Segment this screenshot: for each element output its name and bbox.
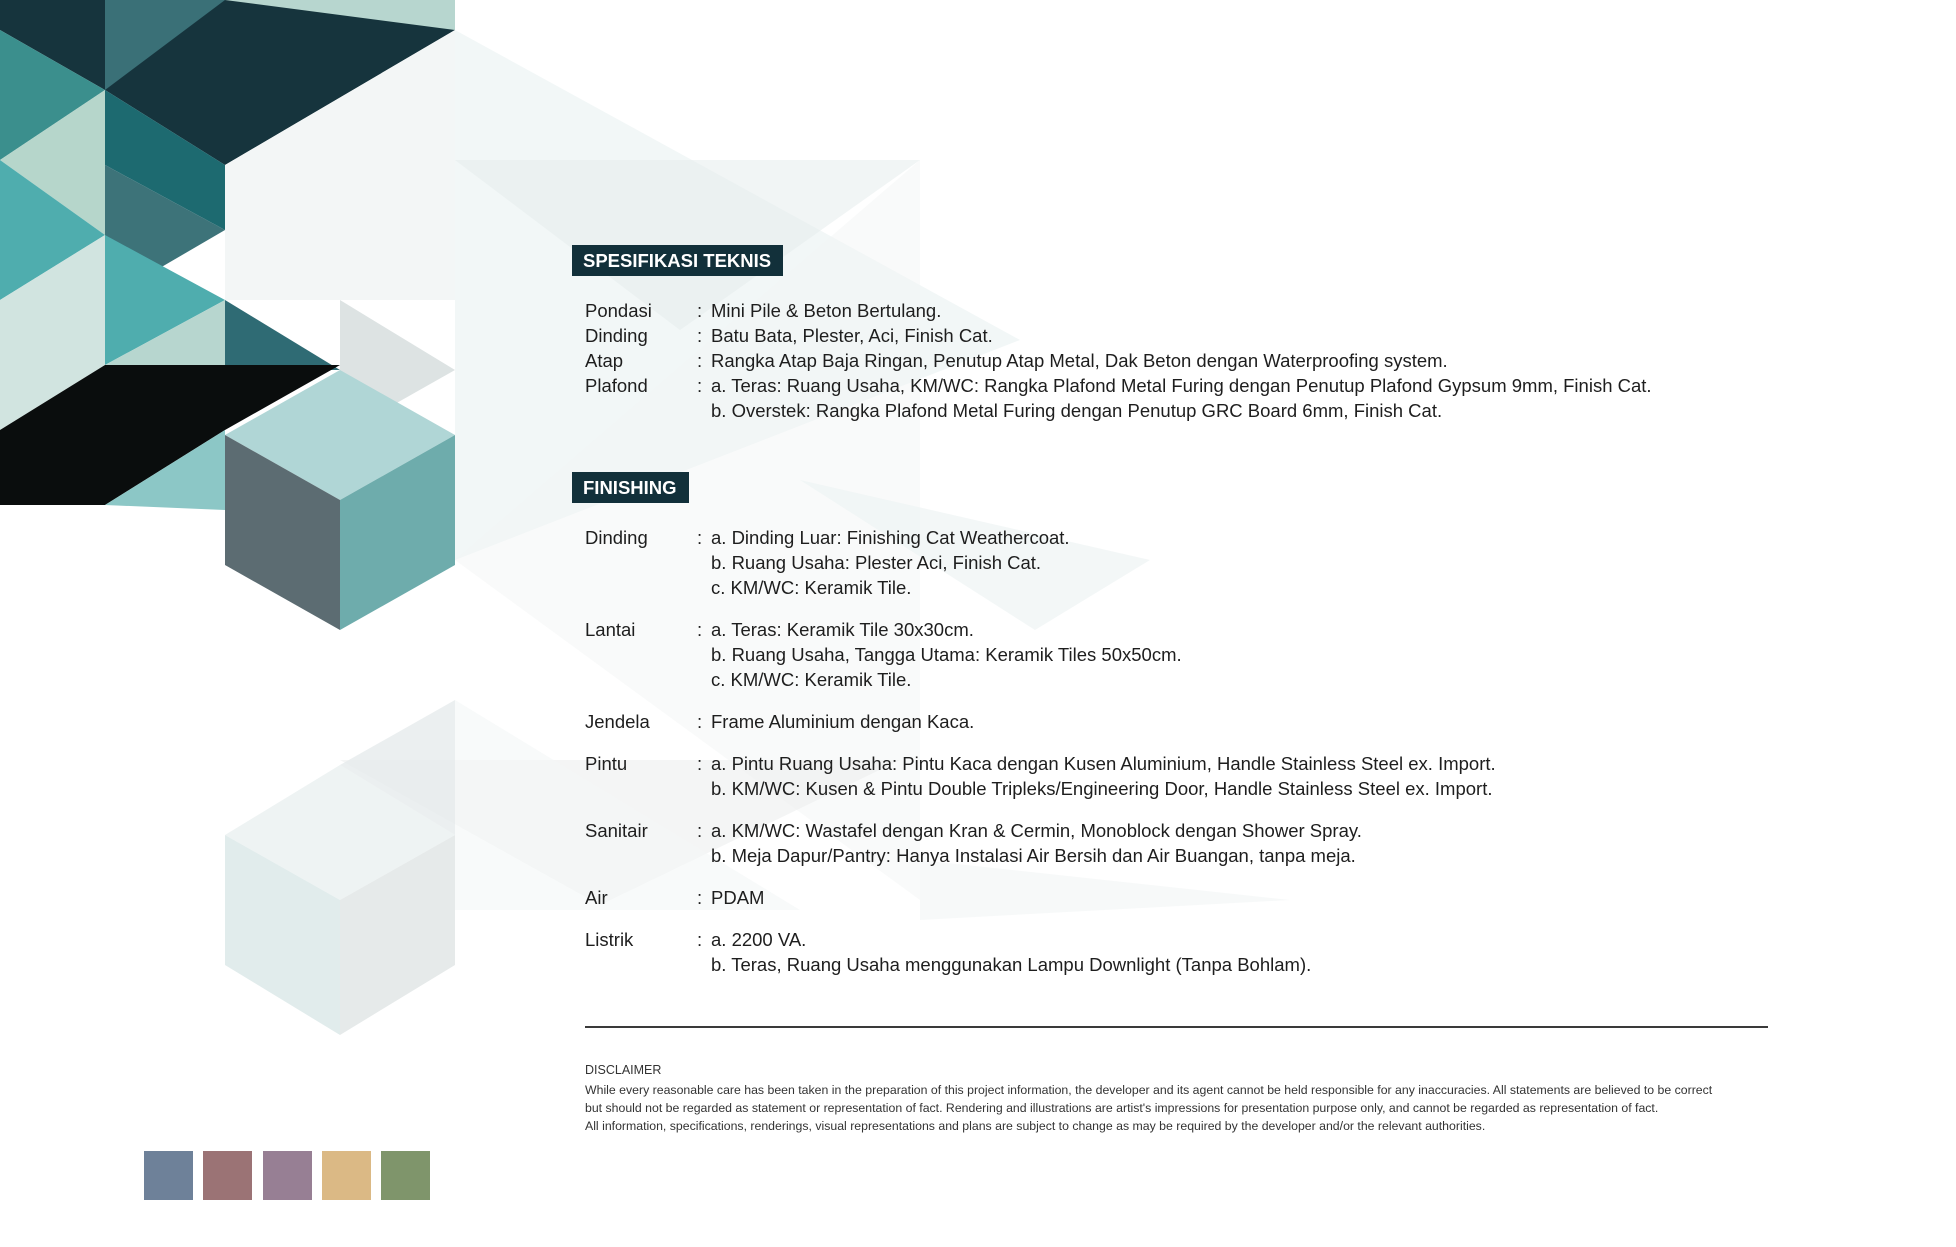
spec-label: Air bbox=[585, 887, 608, 908]
disclaimer-text: but should not be regarded as statement or representation of fact. Rendering and illustrations are artist's impressions for presentation purpose only, and cannot be regarded as representation of fact. bbox=[585, 1101, 1659, 1115]
spec-value: c. KM/WC: Keramik Tile. bbox=[711, 577, 912, 598]
spec-label: Jendela bbox=[585, 711, 650, 732]
disclaimer-text: All information, specifications, renderings, visual representations and plans are subject to change as may be required by the developer and/or the relevant authorities. bbox=[585, 1119, 1486, 1133]
finishing-heading: FINISHING bbox=[572, 472, 689, 503]
spec-value: a. Teras: Ruang Usaha, KM/WC: Rangka Plafond Metal Furing dengan Penutup Plafond Gypsum 9mm, Finish Cat. bbox=[711, 375, 1652, 396]
spec-value: a. Teras: Keramik Tile 30x30cm. bbox=[711, 619, 974, 640]
spec-colon: : bbox=[697, 753, 703, 774]
spec-value: Rangka Atap Baja Ringan, Penutup Atap Metal, Dak Beton dengan Waterproofing system. bbox=[711, 350, 1448, 371]
spec-label: Dinding bbox=[585, 527, 648, 548]
spec-colon: : bbox=[697, 820, 703, 841]
spec-value: Batu Bata, Plester, Aci, Finish Cat. bbox=[711, 325, 993, 346]
spec-colon: : bbox=[697, 375, 703, 396]
spec-value: a. 2200 VA. bbox=[711, 929, 807, 950]
color-swatch bbox=[203, 1151, 252, 1200]
spec-value: b. KM/WC: Kusen & Pintu Double Tripleks/Engineering Door, Handle Stainless Steel ex. Import. bbox=[711, 778, 1493, 799]
spec-value: a. KM/WC: Wastafel dengan Kran & Cermin, Monoblock dengan Shower Spray. bbox=[711, 820, 1362, 841]
spec-label: Plafond bbox=[585, 375, 648, 396]
spec-value: c. KM/WC: Keramik Tile. bbox=[711, 669, 912, 690]
color-swatch bbox=[322, 1151, 371, 1200]
spec-value: b. Overstek: Rangka Plafond Metal Furing dengan Penutup GRC Board 6mm, Finish Cat. bbox=[711, 400, 1443, 421]
spec-value: b. Meja Dapur/Pantry: Hanya Instalasi Air Bersih dan Air Buangan, tanpa meja. bbox=[711, 845, 1356, 866]
spec-value: PDAM bbox=[711, 887, 765, 908]
color-swatch bbox=[144, 1151, 193, 1200]
spec-colon: : bbox=[697, 711, 703, 732]
spec-colon: : bbox=[697, 887, 703, 908]
spec-value: b. Teras, Ruang Usaha menggunakan Lampu Downlight (Tanpa Bohlam). bbox=[711, 954, 1312, 975]
spec-label: Atap bbox=[585, 350, 624, 371]
disclaimer-text: While every reasonable care has been taken in the preparation of this project information, the developer and its agent cannot be held responsible for any inaccuracies. All statements are believed to be correct bbox=[585, 1083, 1713, 1097]
spesifikasi-teknis-heading: SPESIFIKASI TEKNIS bbox=[572, 245, 783, 276]
spec-label: Pondasi bbox=[585, 300, 652, 321]
spec-value: Mini Pile & Beton Bertulang. bbox=[711, 300, 942, 321]
spec-label: Lantai bbox=[585, 619, 636, 640]
disclaimer-title: DISCLAIMER bbox=[585, 1063, 662, 1077]
spec-value: Frame Aluminium dengan Kaca. bbox=[711, 711, 975, 732]
spec-colon: : bbox=[697, 929, 703, 950]
spec-colon: : bbox=[697, 619, 703, 640]
spec-colon: : bbox=[697, 325, 703, 346]
spec-label: Listrik bbox=[585, 929, 634, 950]
color-swatch bbox=[263, 1151, 312, 1200]
spec-colon: : bbox=[697, 350, 703, 371]
spec-label: Sanitair bbox=[585, 820, 648, 841]
spec-colon: : bbox=[697, 527, 703, 548]
color-swatch bbox=[381, 1151, 430, 1200]
spec-value: b. Ruang Usaha: Plester Aci, Finish Cat. bbox=[711, 552, 1042, 573]
spec-value: a. Dinding Luar: Finishing Cat Weathercoat. bbox=[711, 527, 1070, 548]
spec-label: Pintu bbox=[585, 753, 628, 774]
spec-value: b. Ruang Usaha, Tangga Utama: Keramik Tiles 50x50cm. bbox=[711, 644, 1182, 665]
divider-line bbox=[585, 1026, 1768, 1028]
spec-value: a. Pintu Ruang Usaha: Pintu Kaca dengan Kusen Aluminium, Handle Stainless Steel ex. Import. bbox=[711, 753, 1496, 774]
spec-colon: : bbox=[697, 300, 703, 321]
spec-label: Dinding bbox=[585, 325, 648, 346]
